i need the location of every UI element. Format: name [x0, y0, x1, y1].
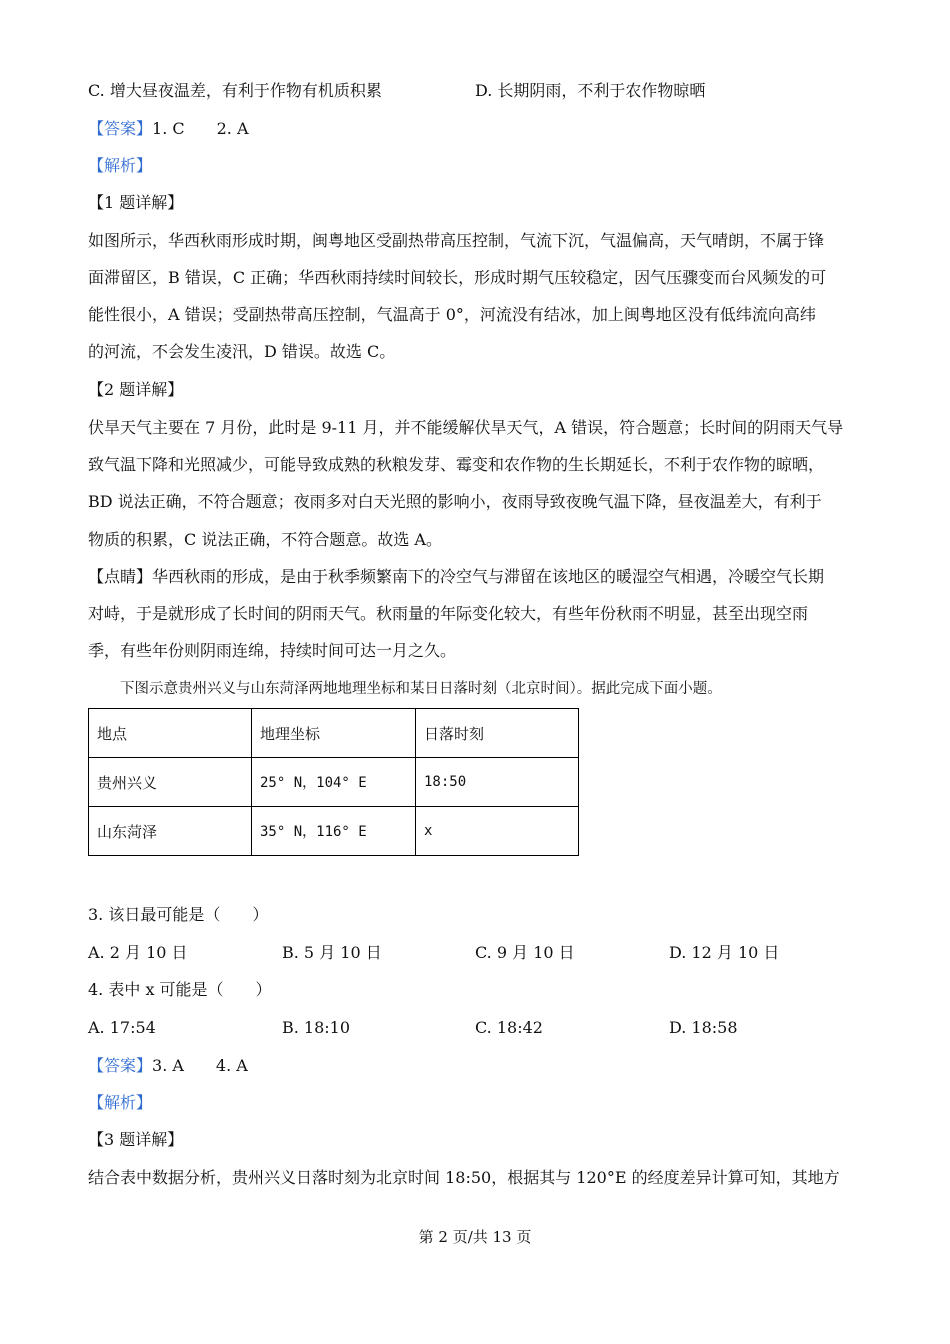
detail2-line: 物质的积累，C 说法正确，不符合题意。故选 A。	[88, 530, 442, 549]
q3-option-c: C. 9 月 10 日	[475, 943, 575, 962]
answer-label: 【答案】	[88, 1056, 153, 1075]
tip-line: 【点睛】华西秋雨的形成，是由于秋季频繁南下的冷空气与滞留在该地区的暖湿空气相遇，冷暖空气长期	[88, 567, 825, 586]
table-cell: 25° N，104° E	[252, 758, 416, 807]
q3-option-d: D. 12 月 10 日	[669, 943, 780, 962]
intro-text: 下图示意贵州兴义与山东菏泽两地地理坐标和某日日落时刻（北京时间）。据此完成下面小题。	[120, 681, 722, 697]
table-row	[89, 807, 579, 856]
tip-line: 对峙，于是就形成了长时间的阴雨天气。秋雨量的年际变化较大，有些年份秋雨不明显，甚至出现空雨	[88, 604, 809, 623]
table-cell: 35° N，116° E	[252, 807, 416, 856]
tip-line: 季，有些年份则阴雨连绵，持续时间可达一月之久。	[88, 641, 457, 660]
detail2-line: 伏旱天气主要在 7 月份，此时是 9-11 月，并不能缓解伏旱天气，A 错误，符合题意；长时间的阴雨天气导	[88, 418, 844, 437]
detail2-title: 【2 题详解】	[88, 380, 184, 399]
q3-option-b: B. 5 月 10 日	[282, 943, 382, 962]
table-header: 地理坐标	[252, 709, 416, 758]
detail3-line: 结合表中数据分析，贵州兴义日落时刻为北京时间 18:50，根据其与 120°E 的经度差异计算可知，其地方	[88, 1168, 840, 1187]
answer-label: 【答案】	[88, 119, 153, 138]
detail1-line: 面滞留区，B 错误，C 正确；华西秋雨持续时间较长，形成时期气压较稳定，因气压骤变而台风频发的可	[88, 268, 827, 287]
q4-stem: 4. 表中 x 可能是（ ）	[88, 980, 272, 999]
q3-option-a: A. 2 月 10 日	[88, 943, 188, 962]
detail3-title: 【3 题详解】	[88, 1130, 184, 1149]
table-header: 日落时刻	[416, 709, 579, 758]
analysis-label: 【解析】	[88, 156, 153, 175]
table-row	[89, 758, 579, 807]
table-header: 地点	[89, 709, 252, 758]
table-header-row	[89, 709, 579, 758]
page-footer: 第 2 页/共 13 页	[418, 1228, 532, 1246]
answer-text: 3. A 4. A	[152, 1056, 248, 1075]
answer-2	[88, 1056, 248, 1076]
detail1-line: 能性很小，A 错误；受副热带高压控制，气温高于 0°，河流没有结冰，加上闽粤地区没有低纬流向高纬	[88, 305, 816, 324]
answer-text: 1. C 2. A	[152, 119, 249, 138]
analysis-label: 【解析】	[88, 1093, 153, 1112]
answer-1	[88, 119, 249, 139]
q4-option-b: B. 18:10	[282, 1018, 351, 1037]
option-c: C. 增大昼夜温差，有利于作物有机质积累	[88, 81, 382, 100]
q4-option-a: A. 17:54	[88, 1018, 156, 1037]
table-cell: 山东菏泽	[89, 807, 252, 856]
data-table	[88, 708, 579, 856]
table-cell: 18:50	[416, 758, 579, 807]
q4-option-c: C. 18:42	[475, 1018, 543, 1037]
detail2-line: BD 说法正确，不符合题意；夜雨多对白天光照的影响小，夜雨导致夜晚气温下降，昼夜温差大，有利于	[88, 492, 822, 511]
table-cell: 贵州兴义	[89, 758, 252, 807]
detail1-line: 的河流，不会发生凌汛，D 错误。故选 C。	[88, 342, 396, 361]
detail1-title: 【1 题详解】	[88, 193, 184, 212]
detail1-line: 如图所示，华西秋雨形成时期，闽粤地区受副热带高压控制，气流下沉，气温偏高，天气晴朗，不属于锋	[88, 231, 825, 250]
option-d: D. 长期阴雨，不利于农作物晾晒	[475, 81, 706, 100]
q3-stem: 3. 该日最可能是（ ）	[88, 905, 269, 924]
table-cell: x	[416, 807, 579, 856]
detail2-line: 致气温下降和光照减少，可能导致成熟的秋粮发芽、霉变和农作物的生长期延长，不利于农作物的晾晒，	[88, 455, 825, 474]
q4-option-d: D. 18:58	[669, 1018, 738, 1037]
